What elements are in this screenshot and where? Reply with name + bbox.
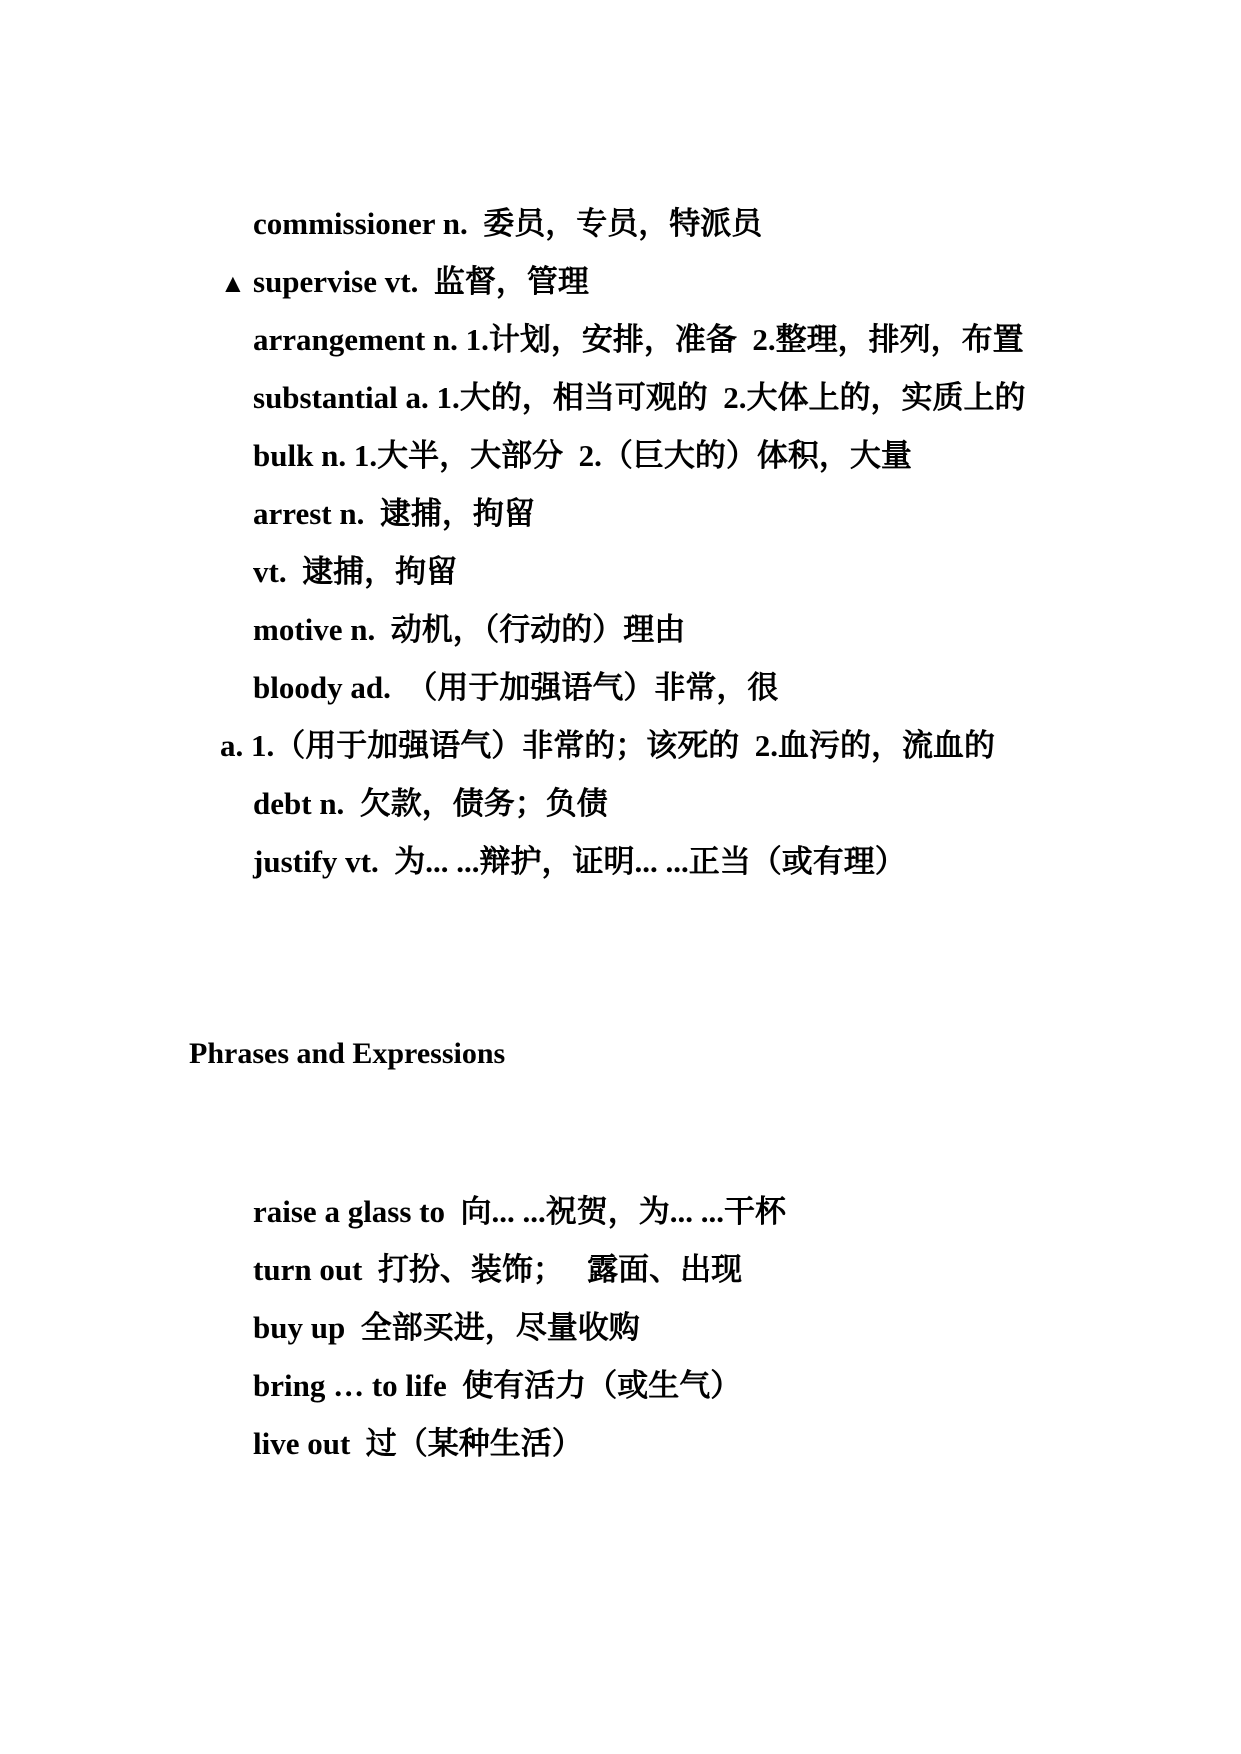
phrase-entry-live-out — [222, 1384, 583, 1504]
vocab-text: arrest n. 逮捕，拘留 — [253, 496, 535, 531]
phrase-text: bring … to life 使有活力（或生气） — [253, 1368, 742, 1403]
phrase-text: turn out 打扮、装饰； 露面、出现 — [253, 1252, 743, 1287]
vocab-text: substantial a. 1.大的，相当可观的 2.大体上的，实质上的 — [253, 380, 1026, 415]
vocab-text: arrangement n. 1.计划，安排，准备 2.整理，排列，布置 — [253, 322, 1024, 357]
phrase-text: raise a glass to 向... ...祝贺，为... ...干杯 — [253, 1194, 787, 1229]
phrase-text: live out 过（某种生活） — [253, 1426, 583, 1461]
vocab-text: bulk n. 1.大半，大部分 2.（巨大的）体积，大量 — [253, 438, 912, 473]
vocab-text: motive n. 动机，（行动的）理由 — [253, 612, 686, 647]
vocab-text: vt. 逮捕，拘留 — [253, 554, 458, 589]
vocab-text: justify vt. 为... ...辩护，证明... ...正当（或有理） — [253, 844, 906, 879]
vocab-text: commissioner n. 委员，专员，特派员 — [253, 206, 763, 241]
phrase-text: buy up 全部买进，尽量收购 — [253, 1310, 640, 1345]
triangle-marker-icon: ▲ — [220, 269, 246, 298]
vocab-text: bloody ad. （用于加强语气）非常，很 — [253, 670, 779, 705]
phrases-heading: Phrases and Expressions — [189, 1037, 506, 1070]
vocab-text: a. 1.（用于加强语气）非常的；该死的 2.血污的，流血的 — [220, 728, 995, 763]
vocab-entry-justify — [222, 802, 906, 922]
vocab-text: supervise vt. 监督，管理 — [253, 264, 589, 299]
vocab-text: debt n. 欠款，债务；负债 — [253, 786, 608, 821]
